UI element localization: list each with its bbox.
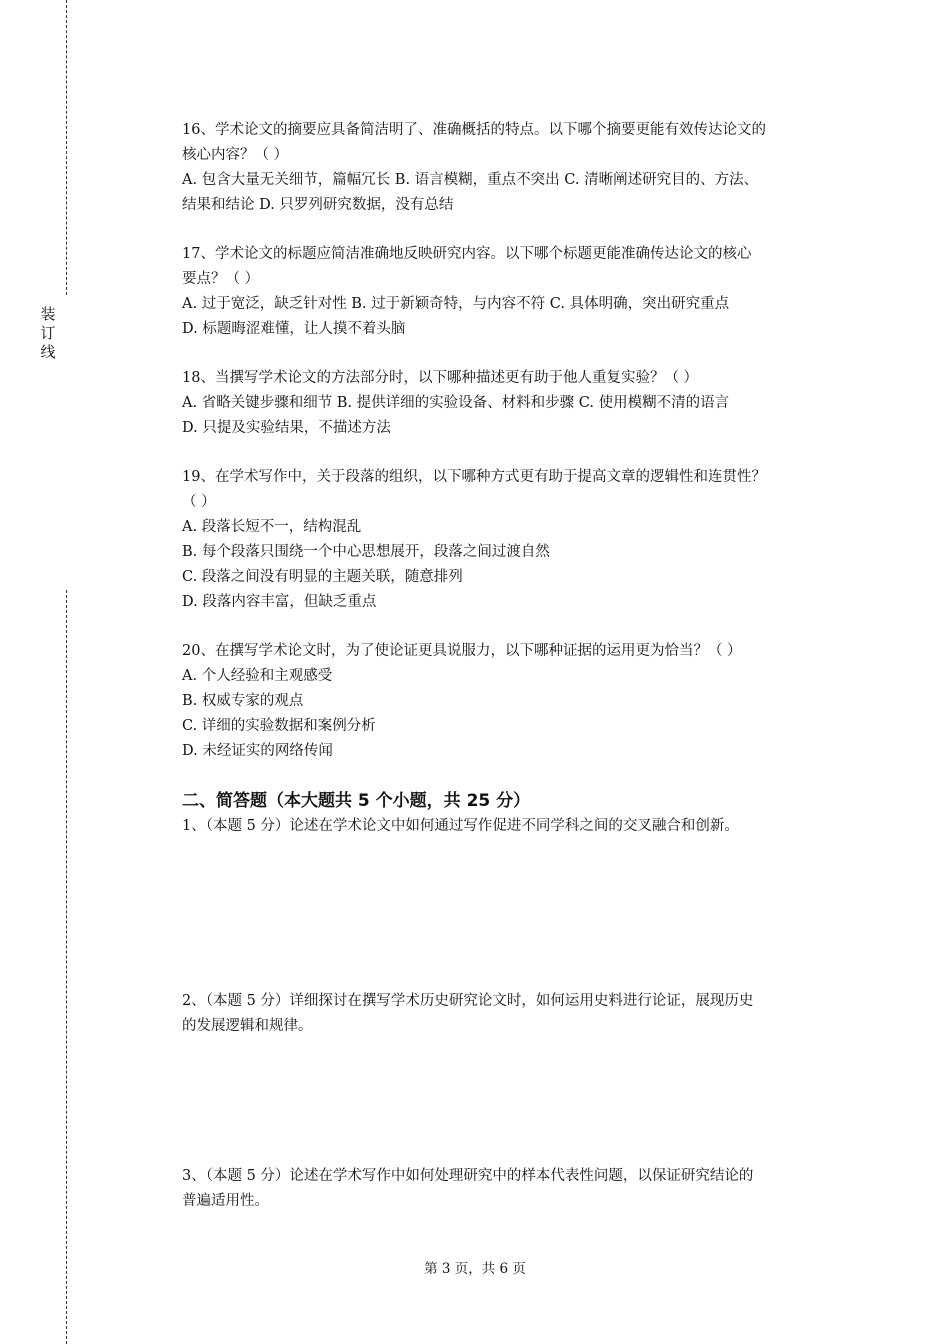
question-17 <box>182 242 852 342</box>
question-line: C. 段落之间没有明显的主题关联，随意排列 <box>182 569 463 585</box>
question-line: D. 标题晦涩难懂，让人摸不着头脑 <box>182 321 406 337</box>
question-18 <box>182 366 852 441</box>
question-line: 17、学术论文的标题应简洁准确地反映研究内容。以下哪个标题更能准确传达论文的核心 <box>182 246 752 262</box>
question-line: 的发展逻辑和规律。 <box>182 1018 313 1034</box>
question-16 <box>182 118 852 218</box>
question-line: 普遍适用性。 <box>182 1193 269 1209</box>
binding-dashed-line-top <box>66 0 67 295</box>
binding-char: 订 <box>40 324 56 342</box>
question-line: 19、在学术写作中，关于段落的组织，以下哪种方式更有助于提高文章的逻辑性和连贯性？ <box>182 469 766 485</box>
question-line: D. 段落内容丰富，但缺乏重点 <box>182 594 377 610</box>
question-line: B. 每个段落只围绕一个中心思想展开，段落之间过渡自然 <box>182 544 550 560</box>
question-line: A. 个人经验和主观感受 <box>182 668 333 684</box>
question-line: 2、（本题 5 分）详细探讨在撰写学术历史研究论文时，如何运用史料进行论证，展现历史 <box>182 993 754 1009</box>
question-line: A. 段落长短不一，结构混乱 <box>182 519 362 535</box>
question-line: 18、当撰写学术论文的方法部分时，以下哪种描述更有助于他人重复实验？（ ） <box>182 370 699 386</box>
question-line: A. 省略关键步骤和细节 B. 提供详细的实验设备、材料和步骤 C. 使用模糊不清的语言 <box>182 395 730 411</box>
question-line: A. 过于宽泛，缺乏针对性 B. 过于新颖奇特，与内容不符 C. 具体明确，突出研究重点 <box>182 296 730 312</box>
question-line: D. 只提及实验结果，不描述方法 <box>182 420 391 436</box>
binding-char: 装 <box>40 305 56 323</box>
question-line: B. 权威专家的观点 <box>182 693 304 709</box>
question-line: （ ） <box>182 494 216 510</box>
binding-char: 线 <box>40 343 56 361</box>
question-line: 1、（本题 5 分）论述在学术论文中如何通过写作促进不同学科之间的交叉融合和创新。 <box>182 818 739 834</box>
question-line: 20、在撰写学术论文时，为了使论证更具说服力，以下哪种证据的运用更为恰当？（ ） <box>182 643 742 659</box>
exam-content <box>182 118 852 1214</box>
question-line: D. 未经证实的网络传闻 <box>182 743 333 759</box>
question-19 <box>182 465 852 615</box>
question-line: A. 包含大量无关细节，篇幅冗长 B. 语言模糊，重点不突出 C. 清晰阐述研究目的、方法、 <box>182 172 759 188</box>
short-answer-question-2 <box>182 989 852 1164</box>
binding-dashed-line-bottom <box>66 590 67 1344</box>
question-line: 核心内容？（ ） <box>182 147 289 163</box>
short-answer-question-1 <box>182 814 852 989</box>
question-line: C. 详细的实验数据和案例分析 <box>182 718 376 734</box>
question-20 <box>182 639 852 764</box>
section-title-short-answer: 二、简答题（本大题共 5 个小题，共 25 分） <box>182 791 531 811</box>
page-number: 第 3 页，共 6 页 <box>424 1261 526 1277</box>
question-line: 要点？（ ） <box>182 271 260 287</box>
binding-line-label <box>38 305 58 362</box>
question-line: 16、学术论文的摘要应具备简洁明了、准确概括的特点。以下哪个摘要更能有效传达论文的 <box>182 122 766 138</box>
question-line: 3、（本题 5 分）论述在学术写作中如何处理研究中的样本代表性问题，以保证研究结论的 <box>182 1168 754 1184</box>
question-line: 结果和结论 D. 只罗列研究数据，没有总结 <box>182 197 454 213</box>
short-answer-question-3 <box>182 1164 852 1214</box>
